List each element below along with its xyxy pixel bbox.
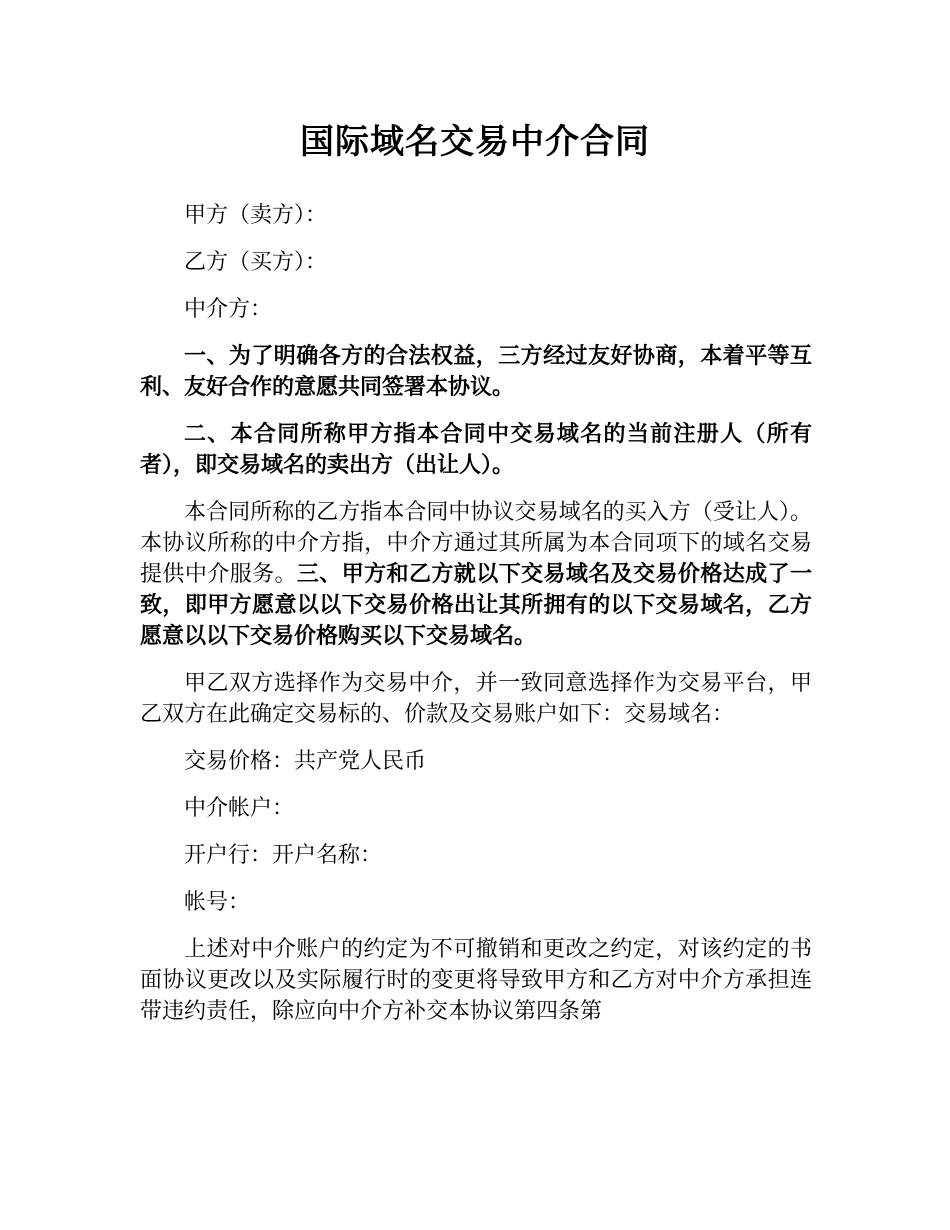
bank-line: 开户行：开户名称： — [184, 843, 383, 868]
definitions-paragraph — [140, 497, 812, 652]
party-a-line: 甲方（卖方）： — [184, 203, 328, 228]
document-body — [140, 200, 812, 1043]
clause-1: 一、为了明确各方的合法权益，三方经过友好协商，本着平等互利、友好合作的意愿共同签署本协议。 — [140, 344, 812, 400]
account-line: 中介帐户： — [184, 796, 295, 821]
document-title: 国际域名交易中介合同 — [300, 122, 650, 162]
account-number-line: 帐号： — [184, 890, 251, 915]
price-line: 交易价格：共产党人民币 — [184, 749, 427, 774]
definitions-text: 本合同所称的乙方指本合同中协议交易域名的买入方（受让人）。本协议所称的中介方指，中介方通过其所属为本合同项下的域名交易提供中介服务。 — [140, 500, 812, 587]
intermediary-line: 中介方： — [184, 297, 273, 322]
clause-3-text: 三、甲方和乙方就以下交易域名及交易价格达成了一致，即甲方愿意以以下交易价格出让其所拥有的以下交易域名，乙方愿意以以下交易价格购买以下交易域名。 — [140, 562, 812, 649]
binding-paragraph: 上述对中介账户的约定为不可撤销和更改之约定，对该约定的书面协议更改以及实际履行时的变更将导致甲方和乙方对中介方承担连带违约责任，除应向中介方补交本协议第四条第 — [140, 937, 812, 1024]
platform-paragraph: 甲乙双方选择作为交易中介，并一致同意选择作为交易平台，甲乙双方在此确定交易标的、价款及交易账户如下：交易域名： — [140, 671, 812, 727]
party-b-line: 乙方（买方）： — [184, 250, 328, 275]
clause-2: 二、本合同所称甲方指本合同中交易域名的当前注册人（所有者），即交易域名的卖出方（出让人）。 — [140, 422, 812, 478]
